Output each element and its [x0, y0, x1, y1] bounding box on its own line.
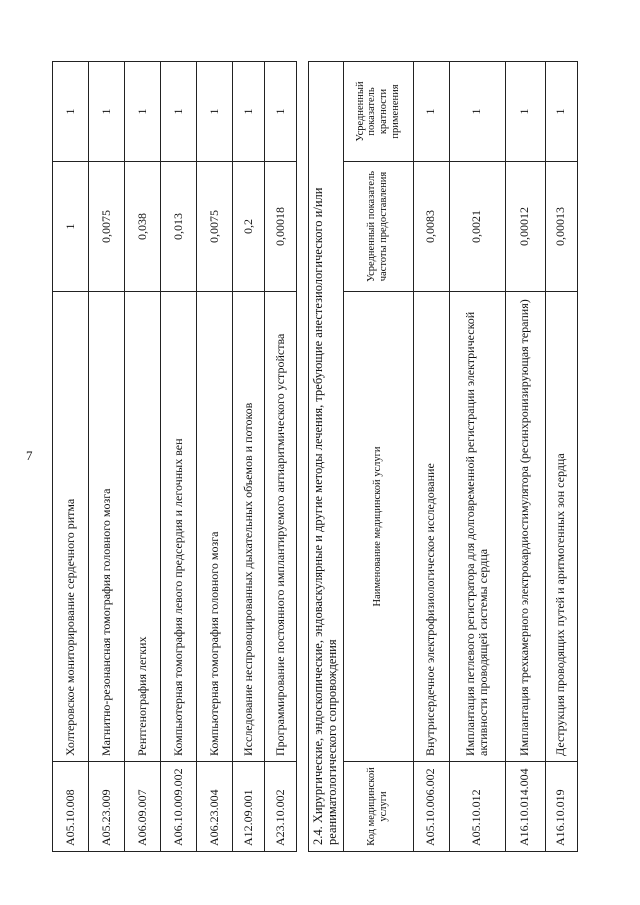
- frequency-value: 0,2: [233, 162, 265, 292]
- service-name: Холтеровское мониторирование сердечного ритма: [53, 292, 89, 762]
- service-code: A06.23.004: [197, 762, 233, 852]
- service-code: A23.10.002: [265, 762, 297, 852]
- table-row: [505, 62, 545, 852]
- frequency-value: 0,038: [125, 162, 161, 292]
- table-gap: [297, 62, 309, 852]
- service-name: Магнитно-резонансная томография головного мозга: [89, 292, 125, 762]
- table-row: [545, 62, 577, 852]
- service-code: A16.10.019: [545, 762, 577, 852]
- service-code: A16.10.014.004: [505, 762, 545, 852]
- multiplicity-value: 1: [197, 62, 233, 162]
- multiplicity-value: 1: [89, 62, 125, 162]
- service-name: Программирование постоянного имплантируемого антиаритмического устройства: [265, 292, 297, 762]
- section-title: 2.4. Хирургические, эндоскопические, эндоваскулярные и другие методы лечения, требующие анестезиологического и/или реаниматологического сопровождения: [309, 62, 344, 852]
- services-table: [52, 61, 578, 852]
- frequency-value: 0,013: [161, 162, 197, 292]
- frequency-value: 0,00018: [265, 162, 297, 292]
- table-row: [449, 62, 505, 852]
- service-name: Компьютерная томография головного мозга: [197, 292, 233, 762]
- table-header-row: [343, 62, 413, 852]
- service-name: Имплантация трехкамерного электрокардиостимулятора (ресинхронизирующая терапия): [505, 292, 545, 762]
- service-code: A06.10.009.002: [161, 762, 197, 852]
- table-row: [89, 62, 125, 852]
- multiplicity-value: 1: [161, 62, 197, 162]
- service-name: Рентгенография легких: [125, 292, 161, 762]
- frequency-value: 0,0021: [449, 162, 505, 292]
- section-heading-row: [309, 62, 344, 852]
- page-number: 7: [26, 448, 33, 463]
- multiplicity-value: 1: [505, 62, 545, 162]
- rotated-page-content: [52, 62, 612, 852]
- service-name: Имплантация петлевого регистратора для долговременной регистрации электрической активности проводящей системы сердца: [449, 292, 505, 762]
- multiplicity-value: 1: [125, 62, 161, 162]
- service-code: A05.10.006.002: [413, 762, 449, 852]
- frequency-value: 0,0075: [89, 162, 125, 292]
- service-name: Деструкция проводящих путей и аритмогенных зон сердца: [545, 292, 577, 762]
- service-code: A06.09.007: [125, 762, 161, 852]
- header-name: Наименование медицинской услуги: [343, 292, 413, 762]
- service-code: A12.09.001: [233, 762, 265, 852]
- multiplicity-value: 1: [233, 62, 265, 162]
- frequency-value: 0,00012: [505, 162, 545, 292]
- table-row: [233, 62, 265, 852]
- service-name: Компьютерная томография левого предсердия и легочных вен: [161, 292, 197, 762]
- frequency-value: 0,00013: [545, 162, 577, 292]
- frequency-value: 0,0075: [197, 162, 233, 292]
- service-code: A05.10.012: [449, 762, 505, 852]
- frequency-value: 1: [53, 162, 89, 292]
- table-row: [413, 62, 449, 852]
- table-row: [265, 62, 297, 852]
- table-row: [197, 62, 233, 852]
- multiplicity-value: 1: [545, 62, 577, 162]
- table-row: [53, 62, 89, 852]
- service-code: A05.23.009: [89, 762, 125, 852]
- service-code: A05.10.008: [53, 762, 89, 852]
- frequency-value: 0,0083: [413, 162, 449, 292]
- multiplicity-value: 1: [449, 62, 505, 162]
- service-name: Исследование неспровоцированных дыхательных объемов и потоков: [233, 292, 265, 762]
- service-name: Внутрисердечное электрофизиологическое исследование: [413, 292, 449, 762]
- header-multiplicity: Усредненный показатель кратности применения: [343, 62, 413, 162]
- multiplicity-value: 1: [265, 62, 297, 162]
- header-frequency: Усредненный показатель частоты предоставления: [343, 162, 413, 292]
- table-row: [125, 62, 161, 852]
- table-row: [161, 62, 197, 852]
- multiplicity-value: 1: [413, 62, 449, 162]
- header-code: Код медицинской услуги: [343, 762, 413, 852]
- multiplicity-value: 1: [53, 62, 89, 162]
